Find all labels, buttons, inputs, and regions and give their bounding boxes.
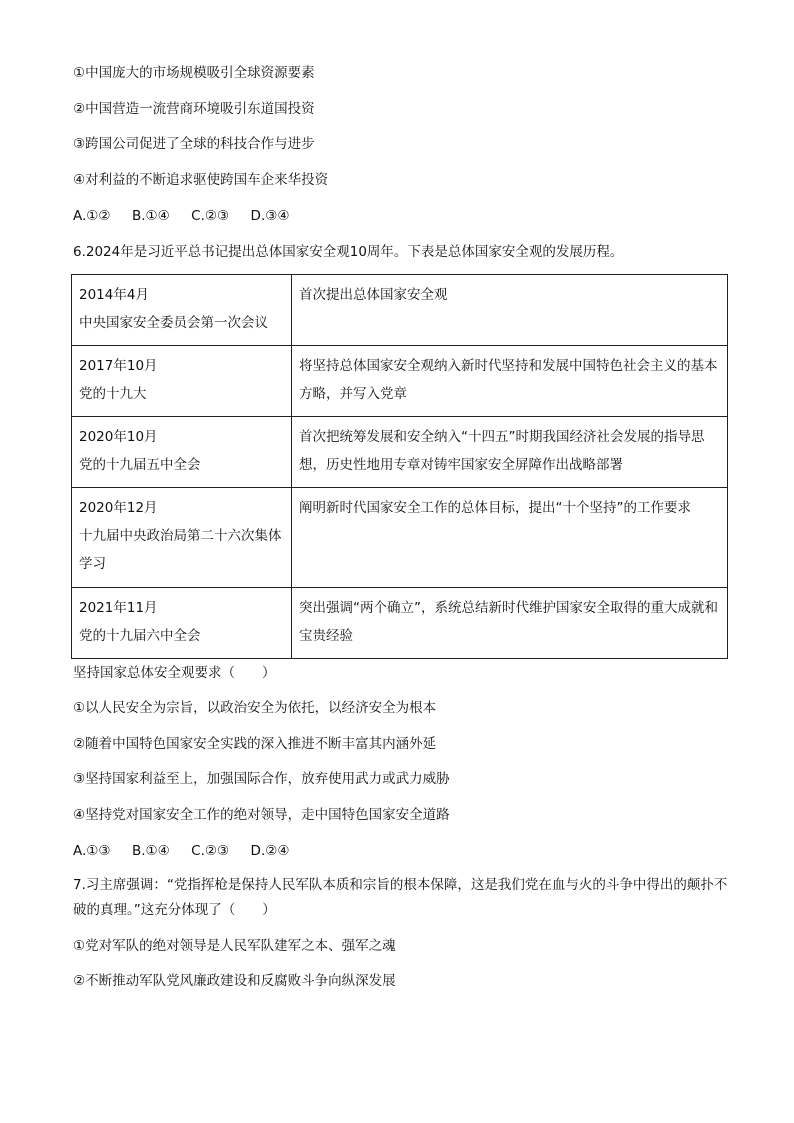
table-cell-content: 首次提出总体国家安全观 [292, 275, 728, 346]
q5-choices: A.①② B.①④ C.②③ D.③④ [73, 208, 290, 224]
q7-stem: 7.习主席强调：“党指挥枪是保持人民军队本质和宗旨的根本保障，这是我们党在血与火的斗争中得出的颠扑不破的真理。”这充分体现了（ ） [73, 877, 728, 918]
q6-option-3: ③坚持国家利益至上，加强国际合作，放弃使用武力或武力威胁 [73, 771, 450, 787]
table-row [72, 275, 728, 346]
table-row [72, 488, 728, 588]
table-cell-date-event [72, 488, 292, 588]
row-event: 党的十九届六中全会 [79, 628, 201, 644]
security-history-table [71, 274, 728, 659]
row-date: 2020年10月 [79, 429, 158, 445]
row-date: 2017年10月 [79, 358, 158, 374]
table-row [72, 588, 728, 659]
table-cell-date-event [72, 346, 292, 417]
row-event: 党的十九大 [79, 386, 147, 402]
q5-option-2: ②中国营造一流营商环境吸引东道国投资 [73, 101, 315, 117]
table-row [72, 346, 728, 417]
table-row [72, 417, 728, 488]
row-event: 十九届中央政治局第二十六次集体学习 [79, 528, 282, 572]
q6-option-1: ①以人民安全为宗旨，以政治安全为依托，以经济安全为根本 [73, 700, 437, 716]
table-cell-content: 首次把统筹发展和安全纳入“十四五”时期我国经济社会发展的指导思想，历史性地用专章对铸牢国家安全屏障作出战略部署 [292, 417, 728, 488]
row-date: 2021年11月 [79, 600, 158, 616]
row-date: 2014年4月 [79, 287, 149, 303]
table-cell-content: 阐明新时代国家安全工作的总体目标，提出“十个坚持”的工作要求 [292, 488, 728, 588]
q7-option-1: ①党对军队的绝对领导是人民军队建军之本、强军之魂 [73, 938, 396, 954]
table-cell-content: 将坚持总体国家安全观纳入新时代坚持和发展中国特色社会主义的基本方略，并写入党章 [292, 346, 728, 417]
table-cell-date-event [72, 588, 292, 659]
table-cell-date-event [72, 275, 292, 346]
table-cell-date-event [72, 417, 292, 488]
q6-stem: 6.2024年是习近平总书记提出总体国家安全观10周年。下表是总体国家安全观的发展历程。 [73, 244, 624, 260]
q7-option-2: ②不断推动军队党风廉政建设和反腐败斗争向纵深发展 [73, 973, 396, 989]
q5-option-3: ③跨国公司促进了全球的科技合作与进步 [73, 136, 315, 152]
q6-option-4: ④坚持党对国家安全工作的绝对领导，走中国特色国家安全道路 [73, 807, 450, 823]
q6-option-2: ②随着中国特色国家安全实践的深入推进不断丰富其内涵外延 [73, 736, 437, 752]
row-event: 党的十九届五中全会 [79, 457, 201, 473]
table-cell-content: 突出强调“两个确立”，系统总结新时代维护国家安全取得的重大成就和宝贵经验 [292, 588, 728, 659]
q5-option-1: ①中国庞大的市场规模吸引全球资源要素 [73, 65, 315, 81]
q5-option-4: ④对利益的不断追求驱使跨国车企来华投资 [73, 172, 329, 188]
row-event: 中央国家安全委员会第一次会议 [79, 315, 268, 331]
q6-choices: A.①③ B.①④ C.②③ D.②④ [73, 843, 290, 859]
q6-question: 坚持国家总体安全观要求（ ） [73, 665, 276, 681]
row-date: 2020年12月 [79, 500, 158, 516]
